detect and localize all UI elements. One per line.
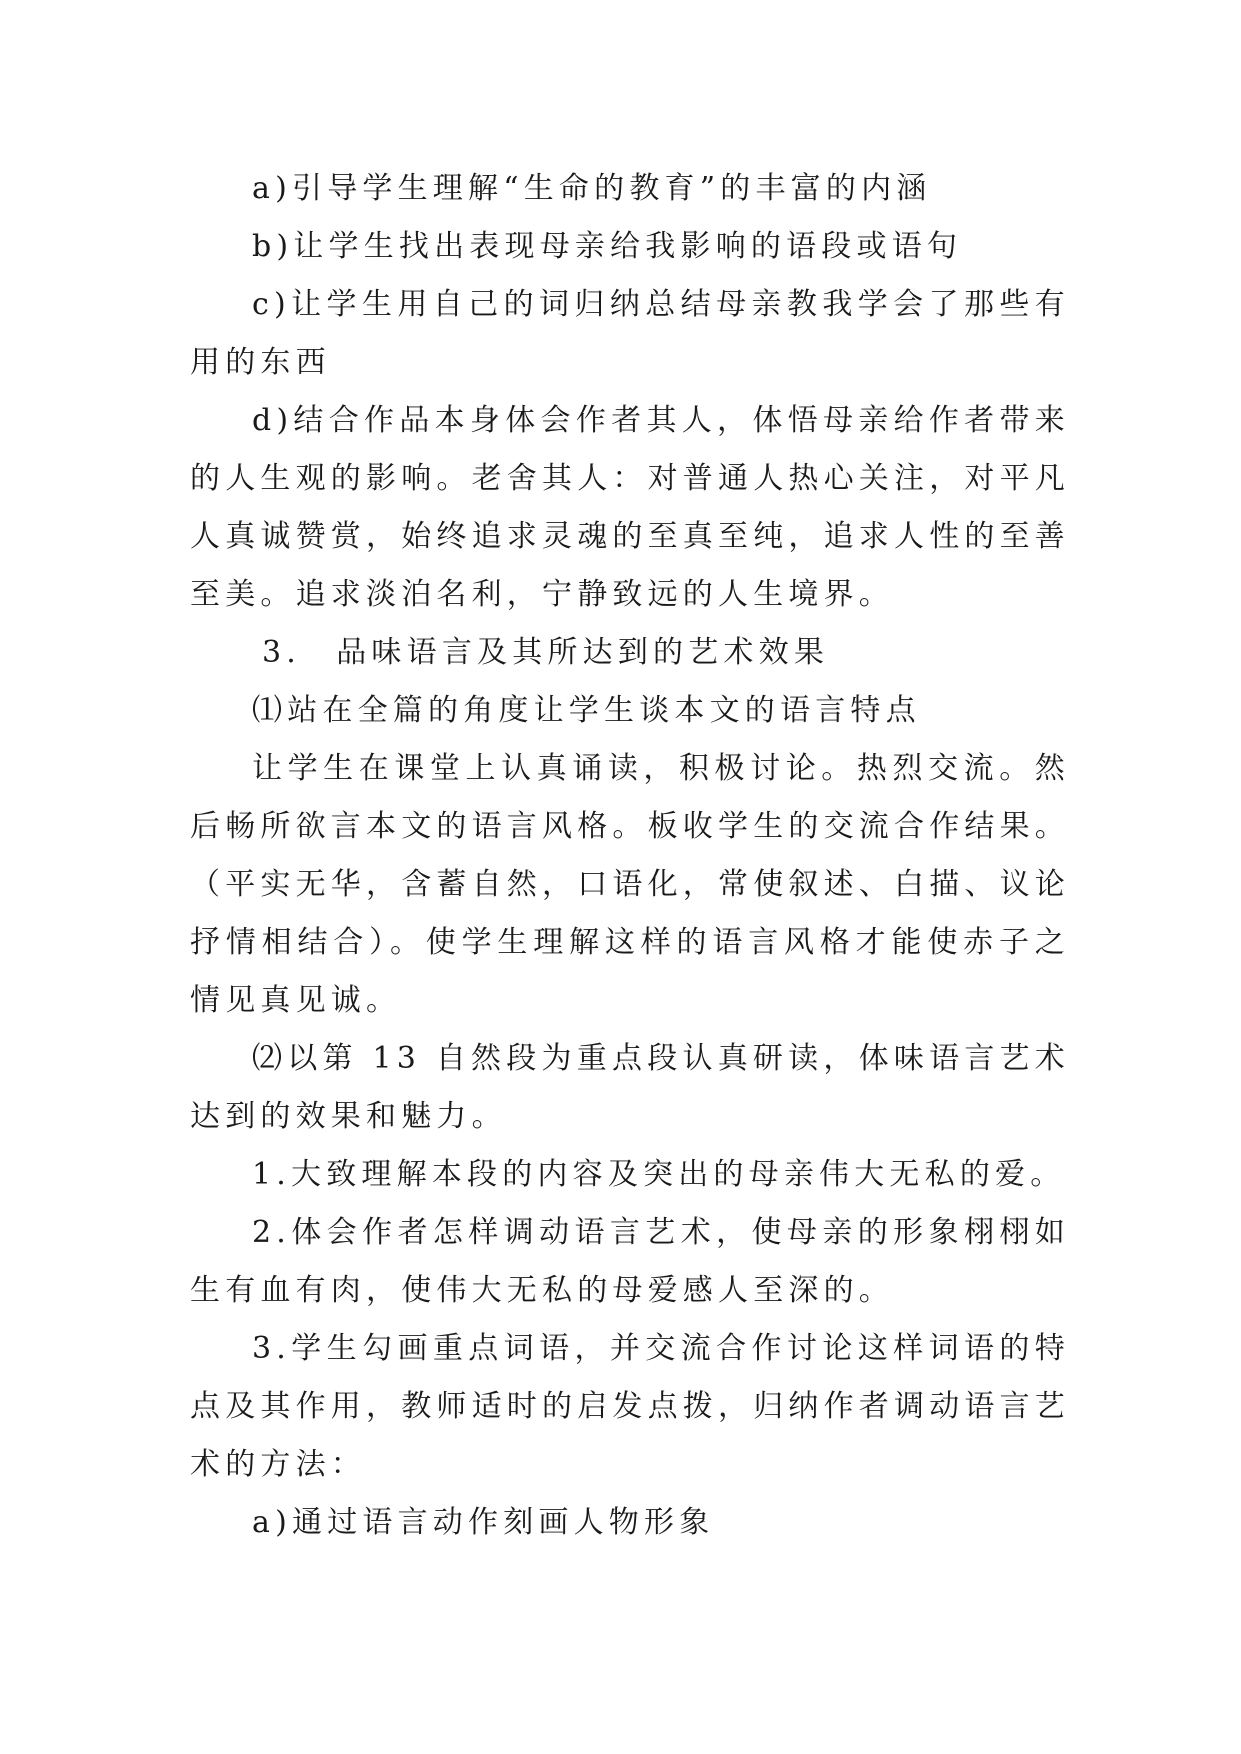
document-page [190,160,1070,1552]
paragraph-a: a)引导学生理解“生命的教育”的丰富的内涵 [252,171,932,206]
list-item-1: 1.大致理解本段的内容及突出的母亲伟大无私的爱。 [252,1157,1066,1192]
subheading-2: ⑵以第 13 自然段为重点段认真研读，体味语言艺术达到的效果和魅力。 [190,1041,1070,1134]
section-heading-3: 3. 品味语言及其所达到的艺术效果 [262,635,830,670]
list-item-2: 2.体会作者怎样调动语言艺术，使母亲的形象栩栩如生有血有肉，使伟大无私的母爱感人至深的。 [190,1215,1070,1308]
subheading-1: ⑴站在全篇的角度让学生谈本文的语言特点 [252,693,921,728]
list-item-3: 3.学生勾画重点词语，并交流合作讨论这样词语的特点及其作用，教师适时的启发点拨，归纳作者调动语言艺术的方法： [190,1331,1070,1482]
paragraph-a-method: a)通过语言动作刻画人物形象 [252,1505,715,1540]
paragraph-discussion: 让学生在课堂上认真诵读，积极讨论。热烈交流。然后畅所欲言本文的语言风格。板收学生的交流合作结果。（平实无华，含蓄自然，口语化，常使叙述、白描、议论抒情相结合）。使学生理解这样的语言风格才能使赤子之情见真见诚。 [190,751,1070,1018]
paragraph-d: d)结合作品本身体会作者其人，体悟母亲给作者带来的人生观的影响。老舍其人：对普通人热心关注，对平凡人真诚赞赏，始终追求灵魂的至真至纯，追求人性的至善至美。追求淡泊名利，宁静致远的人生境界。 [190,403,1070,612]
paragraph-c: c)让学生用自己的词归纳总结母亲教我学会了那些有用的东西 [190,287,1070,380]
paragraph-b: b)让学生找出表现母亲给我影响的语段或语句 [252,229,963,264]
